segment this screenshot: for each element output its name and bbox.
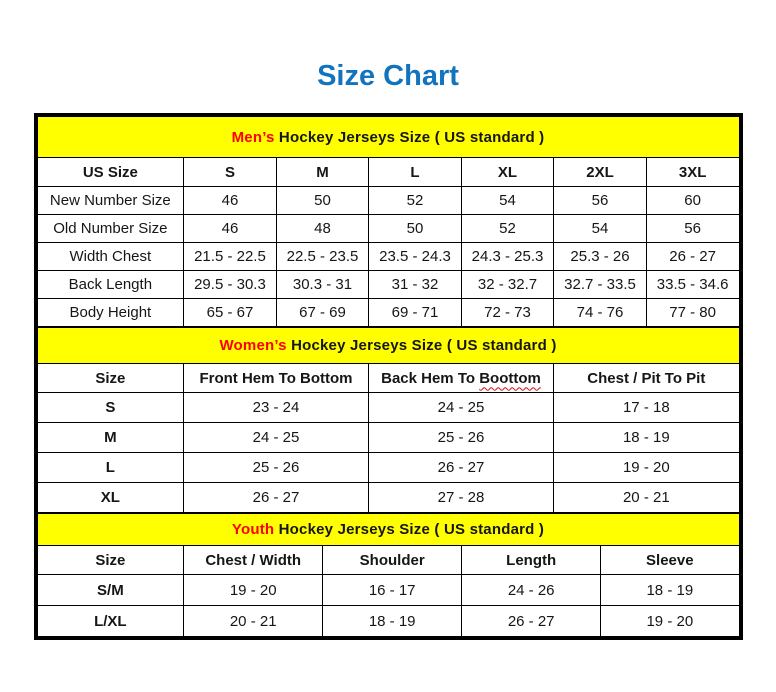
data-cell: 60 [646,187,739,215]
womens-band-highlight: Women’s [219,337,287,354]
data-cell: 25.3 - 26 [554,243,647,271]
row-label: XL [37,483,184,513]
data-cell: 16 - 17 [323,575,462,606]
page-title: Size Chart [317,60,459,92]
mens-section-band [37,117,739,158]
mens-band-highlight: Men’s [231,128,275,146]
data-cell: 20 - 21 [184,606,323,637]
data-cell: 26 - 27 [368,453,553,483]
data-cell: 67 - 69 [276,299,369,327]
row-label: M [37,423,184,453]
table-row [37,243,739,271]
row-label: Old Number Size [37,215,184,243]
data-cell: 26 - 27 [646,243,739,271]
data-cell: 26 - 27 [462,606,601,637]
data-cell: 20 - 21 [554,483,739,513]
data-cell: 54 [554,215,647,243]
data-cell: 18 - 19 [323,606,462,637]
data-cell: 74 - 76 [554,299,647,327]
table-row [37,215,739,243]
data-cell: 30.3 - 31 [276,271,369,299]
data-cell: 52 [461,215,554,243]
header-cell: Shoulder [323,546,462,575]
data-cell: 27 - 28 [368,483,553,513]
youth-band-title: Hockey Jerseys Size ( US standard ) [274,521,545,538]
data-cell: 21.5 - 22.5 [184,243,277,271]
header-cell: Size [37,546,184,575]
header-cell: Chest / Width [184,546,323,575]
mens-size-table [37,116,740,327]
mens-section-band-row [37,117,739,158]
header-cell: Size [37,364,184,393]
data-cell: 18 - 19 [554,423,739,453]
table-row [37,393,739,423]
data-cell: 46 [184,215,277,243]
data-cell: 32.7 - 33.5 [554,271,647,299]
mens-band-title: Hockey Jerseys Size ( US standard ) [274,128,545,146]
header-cell: 3XL [646,158,739,187]
data-cell: 23.5 - 24.3 [369,243,462,271]
row-label: Body Height [37,299,184,327]
table-row [37,606,739,637]
data-cell: 31 - 32 [369,271,462,299]
header-cell: L [369,158,462,187]
data-cell: 72 - 73 [461,299,554,327]
mens-header-row [37,158,739,187]
size-chart-container [34,113,743,640]
header-cell: Length [462,546,601,575]
data-cell: 24 - 25 [368,393,553,423]
table-row [37,423,739,453]
data-cell: 48 [276,215,369,243]
row-label: S/M [37,575,184,606]
data-cell: 24 - 26 [462,575,601,606]
header-cell: XL [461,158,554,187]
data-cell: 56 [554,187,647,215]
data-cell: 65 - 67 [184,299,277,327]
data-cell: 19 - 20 [184,575,323,606]
data-cell: 50 [369,215,462,243]
womens-section-band [37,328,739,364]
table-row [37,453,739,483]
header-cell: Chest / Pit To Pit [554,364,739,393]
row-label: S [37,393,184,423]
youth-section-band [37,514,739,546]
row-label: Back Length [37,271,184,299]
data-cell: 33.5 - 34.6 [646,271,739,299]
data-cell: 54 [461,187,554,215]
data-cell: 24 - 25 [184,423,369,453]
header-cell: S [184,158,277,187]
table-row [37,575,739,606]
data-cell: 17 - 18 [554,393,739,423]
header-cell: Front Hem To Bottom [184,364,369,393]
data-cell: 29.5 - 30.3 [184,271,277,299]
misspelled-word: Boottom [479,369,541,387]
header-cell: US Size [37,158,184,187]
table-row [37,483,739,513]
data-cell: 69 - 71 [369,299,462,327]
data-cell: 56 [646,215,739,243]
data-cell: 50 [276,187,369,215]
data-cell: 77 - 80 [646,299,739,327]
data-cell: 25 - 26 [368,423,553,453]
data-cell: 46 [184,187,277,215]
womens-size-table [37,327,740,513]
womens-band-title: Hockey Jerseys Size ( US standard ) [286,337,557,354]
womens-header-row [37,364,739,393]
header-cell: Sleeve [601,546,739,575]
header-cell: 2XL [554,158,647,187]
youth-header-row [37,546,739,575]
row-label: Width Chest [37,243,184,271]
table-row [37,187,739,215]
header-cell: M [276,158,369,187]
youth-band-highlight: Youth [231,521,275,538]
header-cell: Back Hem To Boottom [368,364,553,393]
data-cell: 19 - 20 [554,453,739,483]
row-label: New Number Size [37,187,184,215]
data-cell: 19 - 20 [601,606,739,637]
row-label: L/XL [37,606,184,637]
data-cell: 52 [369,187,462,215]
youth-section-band-row [37,514,739,546]
data-cell: 24.3 - 25.3 [461,243,554,271]
youth-size-table [37,513,740,637]
data-cell: 26 - 27 [184,483,369,513]
data-cell: 25 - 26 [184,453,369,483]
data-cell: 22.5 - 23.5 [276,243,369,271]
data-cell: 18 - 19 [601,575,739,606]
table-row [37,299,739,327]
table-row [37,271,739,299]
data-cell: 23 - 24 [184,393,369,423]
womens-section-band-row [37,328,739,364]
data-cell: 32 - 32.7 [461,271,554,299]
row-label: L [37,453,184,483]
